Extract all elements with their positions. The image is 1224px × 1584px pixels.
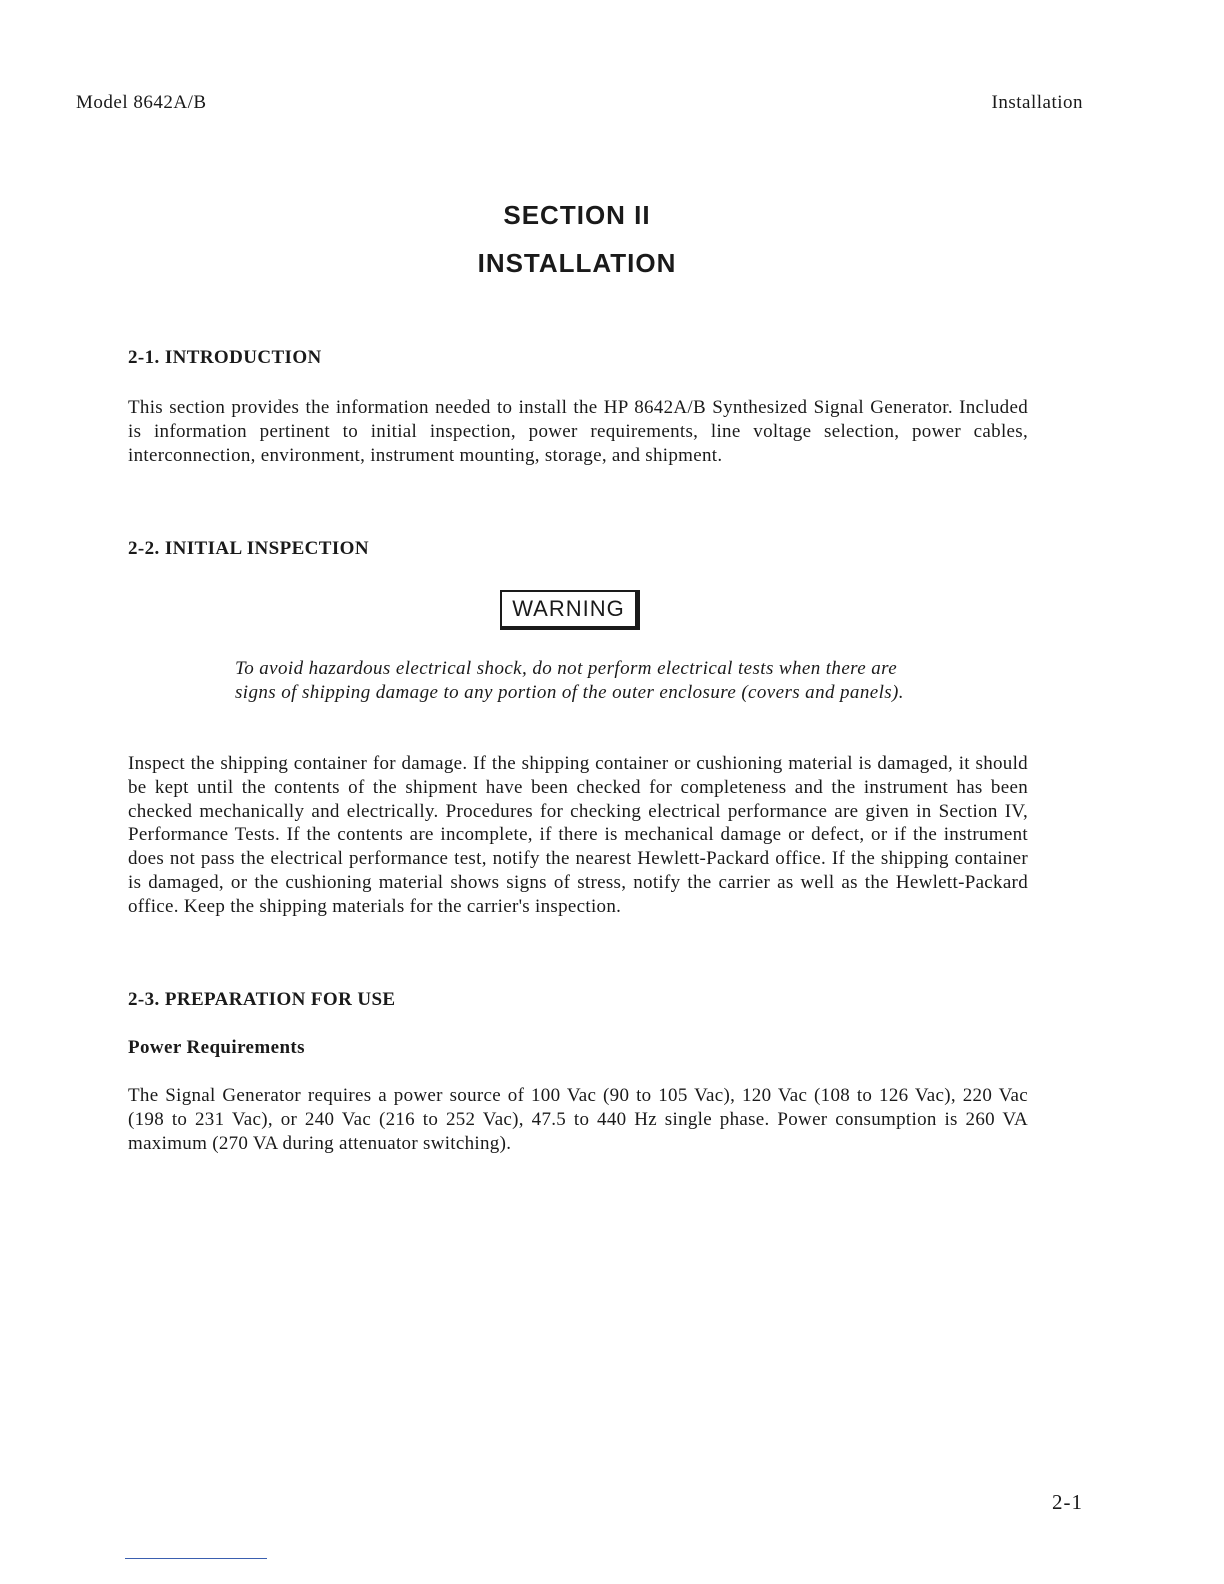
warning-label-box (500, 590, 640, 630)
paragraph-initial-inspection: Inspect the shipping container for damage. If the shipping container or cushioning material is damaged, it should be kept until the contents of the shipment have been checked for completeness and the instrument has been checked mechanically and electrically. Procedures for checking electrical performance are given in Section IV, Performance Tests. If the contents are incomplete, if there is mechanical damage or defect, or if the instrument does not pass the electrical performance test, notify the nearest Hewlett-Packard office. If the shipping container is damaged, or the cushioning material shows signs of stress, notify the carrier as well as the Hewlett-Packard office. Keep the shipping materials for the carrier's inspection. (128, 753, 1028, 917)
paragraph-power-requirements: The Signal Generator requires a power source of 100 Vac (90 to 105 Vac), 120 Vac (108 to 126 Vac), 220 Vac (198 to 231 Vac), or 240 Vac (216 to 252 Vac), 47.5 to 440 Hz single phase. Power consumption is 260 VA maximum (270 VA during attenuator switching). (128, 1085, 1028, 1154)
heading-introduction: 2-1. INTRODUCTION (128, 347, 322, 368)
subheading-power-requirements: Power Requirements (128, 1037, 305, 1058)
warning-label: WARNING (512, 596, 625, 621)
running-head-section: Installation (991, 92, 1083, 113)
paragraph-introduction: This section provides the information needed to install the HP 8642A/B Synthesized Signal Generator. Included is information pertinent to initial inspection, power requirements, line voltage selection, power cables, interconnection, environment, instrument mounting, storage, and shipment. (128, 397, 1028, 466)
warning-text: To avoid hazardous electrical shock, do not perform electrical tests when there are signs of shipping damage to any portion of the outer enclosure (covers and panels). (235, 658, 904, 703)
heading-initial-inspection: 2-2. INITIAL INSPECTION (128, 538, 369, 559)
section-name-title: INSTALLATION (477, 248, 677, 278)
heading-preparation-for-use: 2-3. PREPARATION FOR USE (128, 989, 396, 1010)
section-number-title: SECTION II (503, 200, 651, 230)
running-head-model: Model 8642A/B (76, 92, 207, 113)
footer-rule (125, 1558, 267, 1559)
page-number: 2-1 (1052, 1490, 1083, 1514)
